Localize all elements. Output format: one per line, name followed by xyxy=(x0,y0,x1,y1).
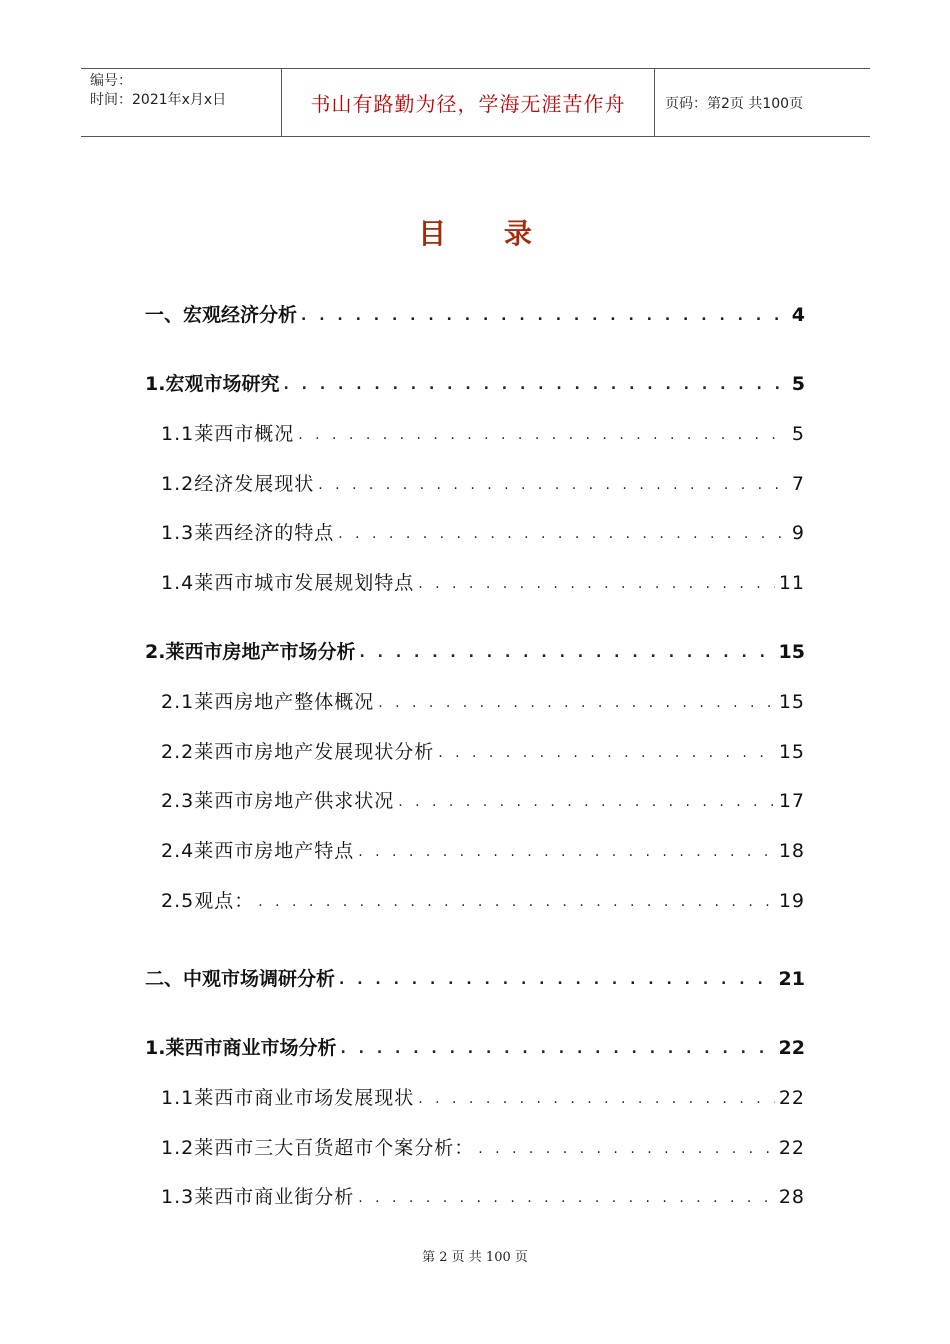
toc-entry-label: 2.4莱西市房地产特点 xyxy=(161,840,355,862)
toc-entry-label: 2.3莱西市房地产供求状况 xyxy=(161,790,395,812)
toc-entry-label: 2.2莱西市房地产发展现状分析 xyxy=(161,741,435,763)
toc-entry-label: 1.4莱西市城市发展规划特点 xyxy=(161,572,415,594)
toc-entry-page: 7 xyxy=(791,473,805,495)
toc-entry-subsection[interactable] xyxy=(161,783,805,813)
document-header xyxy=(81,68,870,137)
time-label: 时间：2021年x月x日 xyxy=(90,92,227,108)
toc-entry-page: 5 xyxy=(791,423,805,445)
toc-dot-leader xyxy=(478,1142,775,1156)
toc-entry-part-1[interactable] xyxy=(145,297,805,327)
toc-entry-page: 22 xyxy=(778,1137,805,1159)
toc-title: 目 录 xyxy=(418,217,556,250)
toc-entry-subsection[interactable] xyxy=(161,466,805,496)
toc-entry-page: 15 xyxy=(778,741,805,763)
toc-entry-subsection[interactable] xyxy=(161,883,805,913)
toc-entry-label: 1.3莱西市商业街分析 xyxy=(161,1186,355,1208)
toc-dot-leader xyxy=(340,1042,774,1056)
toc-entry-subsection[interactable] xyxy=(161,1179,805,1209)
toc-entry-label: 2.5观点： xyxy=(161,890,255,912)
toc-entry-section[interactable] xyxy=(145,366,805,396)
toc-entry-page: 22 xyxy=(778,1037,805,1059)
toc-entry-label: 1.2莱西市三大百货超市个案分析： xyxy=(161,1137,475,1159)
toc-dot-leader xyxy=(298,428,788,442)
toc-entry-label: 2.莱西市房地产市场分析 xyxy=(145,641,356,663)
toc-dot-leader xyxy=(358,845,775,859)
toc-entry-subsection[interactable] xyxy=(161,734,805,764)
header-motto: 书山有路勤为径，学海无涯苦作舟 xyxy=(281,69,655,136)
toc-entry-subsection[interactable] xyxy=(161,833,805,863)
toc-dot-leader xyxy=(438,746,775,760)
toc-entry-label: 1.3莱西经济的特点 xyxy=(161,522,335,544)
toc-entry-label: 1.宏观市场研究 xyxy=(145,373,280,395)
header-meta xyxy=(81,69,281,136)
toc-entry-subsection[interactable] xyxy=(161,565,805,595)
toc-entry-page: 22 xyxy=(778,1087,805,1109)
toc-dot-leader xyxy=(339,973,775,987)
toc-dot-leader xyxy=(378,696,775,710)
toc-entry-part-2[interactable] xyxy=(145,961,805,991)
toc-entry-label: 二、中观市场调研分析 xyxy=(145,968,336,990)
toc-entry-label: 一、宏观经济分析 xyxy=(145,304,298,326)
toc-dot-leader xyxy=(398,795,775,809)
toc-dot-leader xyxy=(301,309,788,323)
page-footer: 第 2 页 共 100 页 xyxy=(422,1250,528,1265)
toc-entry-subsection[interactable] xyxy=(161,684,805,714)
toc-dot-leader xyxy=(258,895,775,909)
toc-entry-page: 17 xyxy=(778,790,805,812)
toc-dot-leader xyxy=(358,1191,775,1205)
toc-entry-page: 4 xyxy=(791,304,805,326)
toc-entry-label: 2.1莱西房地产整体概况 xyxy=(161,691,375,713)
toc-entry-subsection[interactable] xyxy=(161,416,805,446)
number-label: 编号： xyxy=(90,73,132,89)
toc-entry-page: 9 xyxy=(791,522,805,544)
toc-dot-leader xyxy=(318,478,788,492)
header-page-info: 页码：第2页 共100页 xyxy=(665,95,804,112)
toc-dot-leader xyxy=(359,646,774,660)
toc-entry-page: 11 xyxy=(778,572,805,594)
toc-entry-page: 19 xyxy=(778,890,805,912)
toc-entry-page: 21 xyxy=(778,968,805,990)
toc-entry-page: 5 xyxy=(791,373,805,395)
toc-dot-leader xyxy=(283,378,787,392)
toc-dot-leader xyxy=(338,527,788,541)
toc-entry-section[interactable] xyxy=(145,1030,805,1060)
toc-entry-label: 1.2经济发展现状 xyxy=(161,473,315,495)
toc-entry-subsection[interactable] xyxy=(161,515,805,545)
toc-dot-leader xyxy=(418,577,775,591)
toc-entry-page: 15 xyxy=(778,691,805,713)
toc-entry-page: 28 xyxy=(778,1186,805,1208)
toc-entry-label: 1.1莱西市商业市场发展现状 xyxy=(161,1087,415,1109)
toc-entry-section[interactable] xyxy=(145,634,805,664)
toc-entry-label: 1.莱西市商业市场分析 xyxy=(145,1037,337,1059)
toc-entry-subsection[interactable] xyxy=(161,1080,805,1110)
toc-entry-page: 15 xyxy=(778,641,805,663)
toc-entry-page: 18 xyxy=(778,840,805,862)
toc-dot-leader xyxy=(418,1092,775,1106)
toc-entry-subsection[interactable] xyxy=(161,1130,805,1160)
toc-entry-label: 1.1莱西市概况 xyxy=(161,423,295,445)
